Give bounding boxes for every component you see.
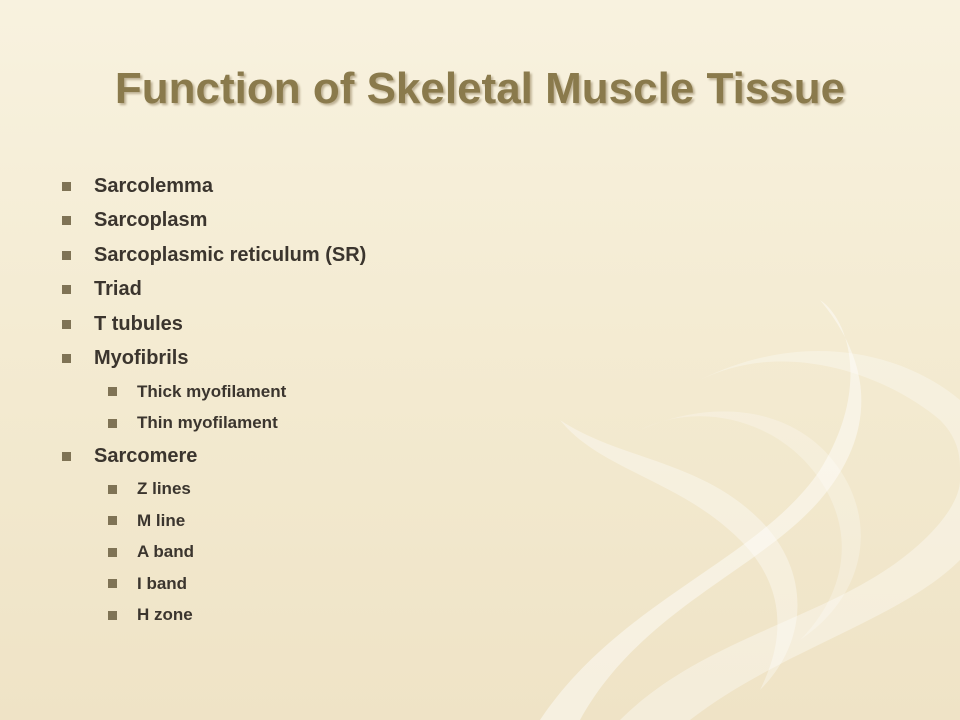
list-item-label: Sarcolemma <box>94 174 213 197</box>
square-bullet-icon <box>108 485 117 494</box>
square-bullet-icon <box>62 216 71 225</box>
list-item <box>58 273 878 308</box>
list-item <box>58 238 878 273</box>
sub-list-item <box>58 537 878 569</box>
list-item-label: Thin myofilament <box>137 413 278 433</box>
sub-list-item <box>58 568 878 600</box>
square-bullet-icon <box>62 182 71 191</box>
list-item <box>58 169 878 204</box>
list-item-label: M line <box>137 510 186 530</box>
square-bullet-icon <box>108 387 117 396</box>
list-item <box>58 342 878 377</box>
square-bullet-icon <box>108 579 117 588</box>
square-bullet-icon <box>108 516 117 525</box>
square-bullet-icon <box>108 419 117 428</box>
list-item-label: I band <box>137 573 188 593</box>
list-item-label: Sarcomere <box>94 444 198 467</box>
list-item-label: Sarcoplasm <box>94 209 208 232</box>
slide-title: Function of Skeletal Muscle Tissue <box>114 64 846 113</box>
list-item <box>58 307 878 342</box>
list-item-label: Sarcoplasmic reticulum (SR) <box>94 243 367 266</box>
list-item <box>58 204 878 239</box>
square-bullet-icon <box>62 320 71 329</box>
list-item-label: T tubules <box>94 312 183 335</box>
list-item-label: Thick myofilament <box>137 381 287 401</box>
square-bullet-icon <box>62 452 71 461</box>
list-item-label: Myofibrils <box>94 347 189 370</box>
list-item-label: Z lines <box>137 479 191 499</box>
square-bullet-icon <box>62 251 71 260</box>
square-bullet-icon <box>62 354 71 363</box>
bullet-list <box>58 169 878 631</box>
list-item-label: H zone <box>137 605 193 625</box>
list-item-label: Triad <box>94 278 142 301</box>
sub-list-item <box>58 505 878 537</box>
square-bullet-icon <box>62 285 71 294</box>
square-bullet-icon <box>108 611 117 620</box>
list-item-label: A band <box>137 542 194 562</box>
sub-list-item <box>58 600 878 632</box>
square-bullet-icon <box>108 548 117 557</box>
sub-list-item <box>58 408 878 440</box>
list-item <box>58 439 878 474</box>
sub-list-item <box>58 376 878 408</box>
sub-list-item <box>58 474 878 506</box>
